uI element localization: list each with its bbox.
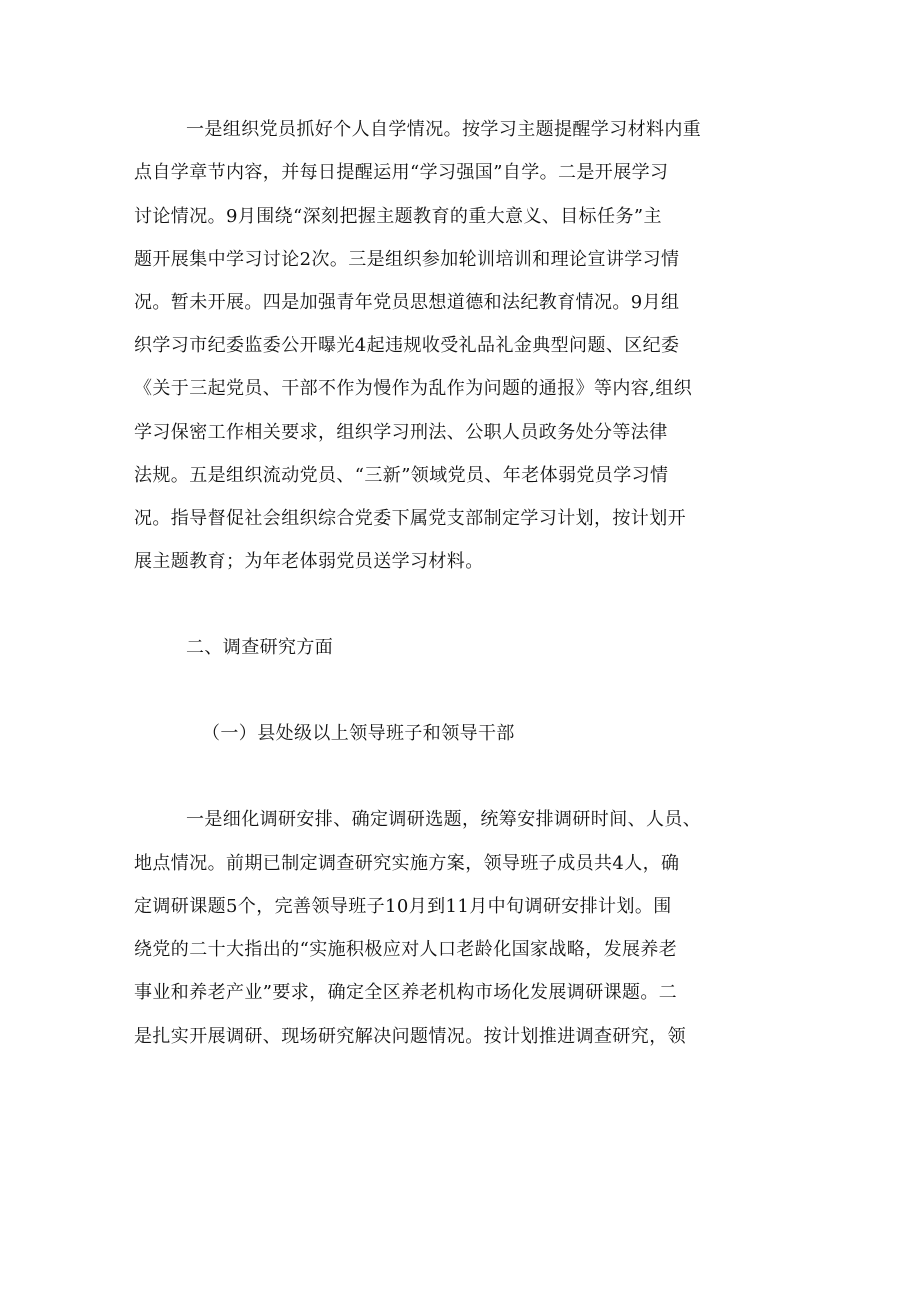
paragraph-line: 展主题教育；为年老体弱党员送学习材料。: [134, 551, 484, 572]
paragraph-line: 地点情况。前期已制定调查研究实施方案，领导班子成员共4人，确: [134, 853, 680, 874]
paragraph-line: 题开展集中学习讨论2次。三是组织参加轮训培训和理论宣讲学习情: [134, 249, 680, 270]
paragraph-line: 绕党的二十大指出的“实施积极应对人口老龄化国家战略，发展养老: [134, 939, 678, 960]
paragraph-line: 讨论情况。9月围绕“深刻把握主题教育的重大意义、目标任务”主: [134, 206, 662, 227]
section-heading: 二、调查研究方面: [186, 637, 334, 658]
paragraph-line: 织学习市纪委监委公开曝光4起违规收受礼品礼金典型问题、区纪委: [134, 335, 680, 356]
paragraph-line: 况。暂未开展。四是加强青年党员思想道德和法纪教育情况。9月组: [134, 292, 680, 313]
paragraph-line: 况。指导督促社会组织综合党委下属党支部制定学习计划，按计划开: [134, 508, 686, 529]
subsection-heading: （一）县处级以上领导班子和领导干部: [202, 723, 515, 744]
paragraph-line: 事业和养老产业”要求，确定全区养老机构市场化发展调研课题。二: [134, 982, 678, 1003]
paragraph-line: 定调研课题5个，完善领导班子10月到11月中旬调研安排计划。围: [134, 896, 672, 917]
paragraph-line: 点自学章节内容，并每日提醒运用“学习强国”自学。二是开展学习: [134, 162, 669, 183]
paragraph-line: 一是细化调研安排、确定调研选题，统筹安排调研时间、人员、: [186, 809, 702, 830]
paragraph-line: 法规。五是组织流动党员、“三新”领域党员、年老体弱党员学习情: [134, 465, 669, 486]
paragraph-line: 一是组织党员抓好个人自学情况。按学习主题提醒学习材料内重: [186, 119, 702, 140]
paragraph-line: 学习保密工作相关要求，组织学习刑法、公职人员政务处分等法律: [134, 422, 668, 443]
paragraph-line: 是扎实开展调研、现场研究解决问题情况。按计划推进调查研究，领: [134, 1026, 686, 1047]
paragraph-line: 《关于三起党员、干部不作为慢作为乱作为问题的通报》等内容,组织: [134, 378, 693, 399]
